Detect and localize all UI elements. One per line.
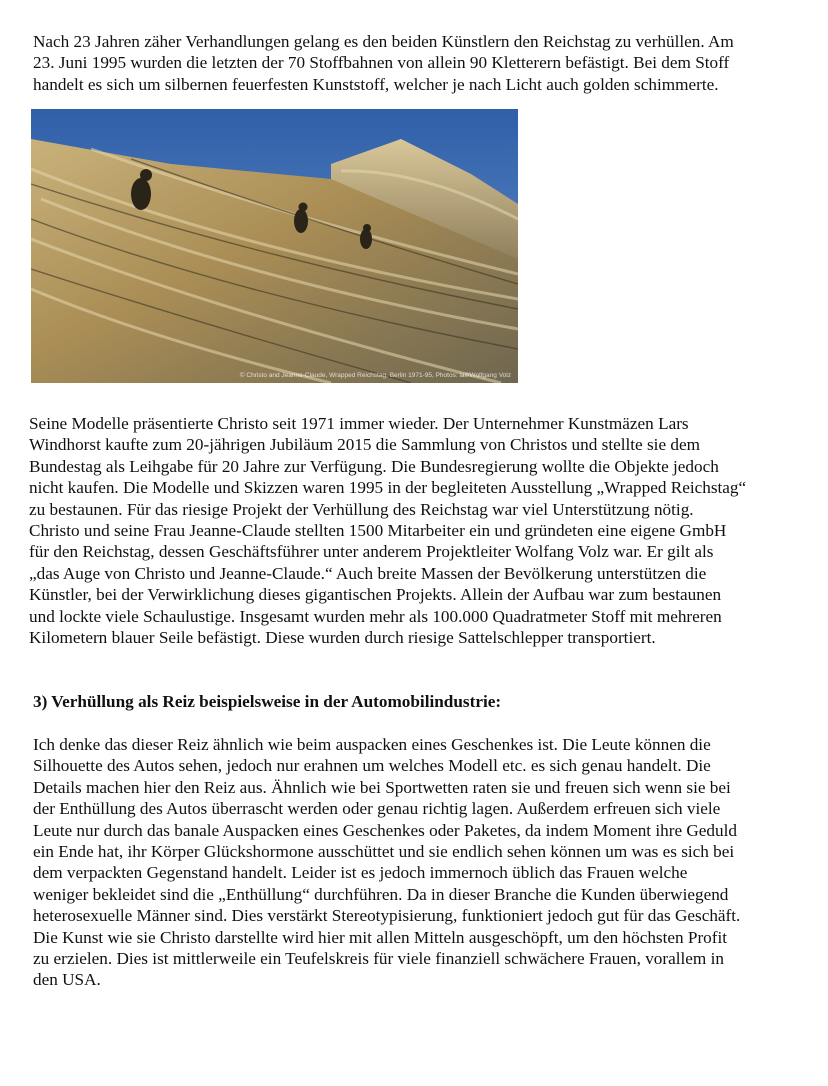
text-line: handelt es sich um silbernen feuerfesten Kunststoff, welcher je nach Licht auch golden schimmerte. xyxy=(33,74,719,94)
text-line: Seine Modelle präsentierte Christo seit 1971 immer wieder. Der Unternehmer Kunstmäzen Lars xyxy=(29,414,689,433)
text-line: den USA. xyxy=(33,970,101,990)
text-line: Die Kunst wie sie Christo darstellte wird hier mit allen Mitteln ausgeschöpft, um den höchsten Profit xyxy=(33,927,728,947)
text-line: Ich denke das dieser Reiz ähnlich wie beim auspacken eines Geschenkes ist. Die Leute können die xyxy=(33,735,711,754)
photo-illustration xyxy=(31,109,518,383)
text-line: Details machen hier den Reiz aus. Ähnlich wie bei Sportwetten raten sie und freuen sich wenn sie bei xyxy=(33,777,731,797)
text-line: Leute nur durch das banale Auspacken eines Geschenkes oder Paketes, da indem Moment ihre Geduld xyxy=(33,820,737,840)
text-line: dem verpackten Gegenstand handelt. Leider ist es jedoch immernoch üblich das Frauen welche xyxy=(33,863,688,883)
text-line: Nach 23 Jahren zäher Verhandlungen gelang es den beiden Künstlern den Reichstag zu verhüllen. Am xyxy=(33,32,734,51)
text-line: Christo und seine Frau Jeanne-Claude stellten 1500 Mitarbeiter ein und gründeten eine eigene GmbH xyxy=(29,521,727,541)
text-line: zu erzielen. Dies ist mittlerweile ein Teufelskreis für viele finanziell schwächere Frauen, vorallem in xyxy=(33,949,724,969)
text-line: heterosexuelle Männer sind. Dies verstärkt Stereotypisierung, funktioniert jedoch gut für das Geschäft. xyxy=(33,906,741,926)
section3-paragraph xyxy=(33,734,740,991)
text-line: für den Reichstag, dessen Geschäftsführer unter anderem Projektleiter Wolfang Volz war. Er gilt als xyxy=(29,542,714,562)
text-line: nicht kaufen. Die Modelle und Skizzen waren 1995 in der begleiteten Ausstellung „Wrapped Reichstag“ xyxy=(29,478,747,498)
section-heading: 3) Verhüllung als Reiz beispielsweise in der Automobilindustrie: xyxy=(33,692,502,711)
text-line: der Enthüllung des Autos überrascht werden oder genau richtig lagen. Außerdem erfreuen sich viele xyxy=(33,799,721,819)
text-line: Kilometern blauer Seile befästigt. Diese wurden durch riesige Sattelschlepper transportiert. xyxy=(29,628,656,648)
text-line: Silhouette des Autos sehen, jedoch nur erahnen um welches Modell etc. es sich genau handelt. Die xyxy=(33,756,711,776)
text-line: zu bestaunen. Für das riesige Projekt der Verhüllung des Reichstag war viel Unterstützung nötig. xyxy=(29,499,694,519)
text-line: und lockte viele Schaulustige. Insgesamt wurden mehr als 100.000 Quadratmeter Stoff mit mehreren xyxy=(29,606,722,626)
text-line: ein Ende hat, ihr Körper Glückshormone ausschüttet und sie endlich sehen können um was es sich bei xyxy=(33,842,735,862)
text-line: Windhorst kaufte zum 20-jährigen Jubiläum 2015 die Sammlung von Christos und stellte sie dem xyxy=(29,435,700,455)
text-line: „das Auge von Christo und Jeanne-Claude.“ Auch breite Massen der Bevölkerung unterstützen die xyxy=(29,563,707,583)
text-line: Bundestag als Leihgabe für 20 Jahre zur Verfügung. Die Bundesregierung wollte die Objekte jedoch xyxy=(29,456,719,476)
text-line: weniger bekleidet sind die „Enthüllung“ durchführen. Da in dieser Branche die Kunden überwiegend xyxy=(33,884,729,904)
reichstag-wrapping-photo xyxy=(31,109,518,383)
intro-paragraph xyxy=(33,31,734,95)
photo-credit: © Christo and Jeanne-Claude, Wrapped Reichstag, Berlin 1971-95, Photos: laif/Wolfgang Volz xyxy=(239,372,511,379)
text-line: Künstler, bei der Verwirklichung dieses gigantischen Projekts. Allein der Aufbau war zum bestaunen xyxy=(29,585,722,605)
text-line: 23. Juni 1995 wurden die letzten der 70 Stoffbahnen von allein 90 Kletterern befästigt. Bei dem Stoff xyxy=(33,53,730,73)
body-paragraph xyxy=(29,413,746,648)
